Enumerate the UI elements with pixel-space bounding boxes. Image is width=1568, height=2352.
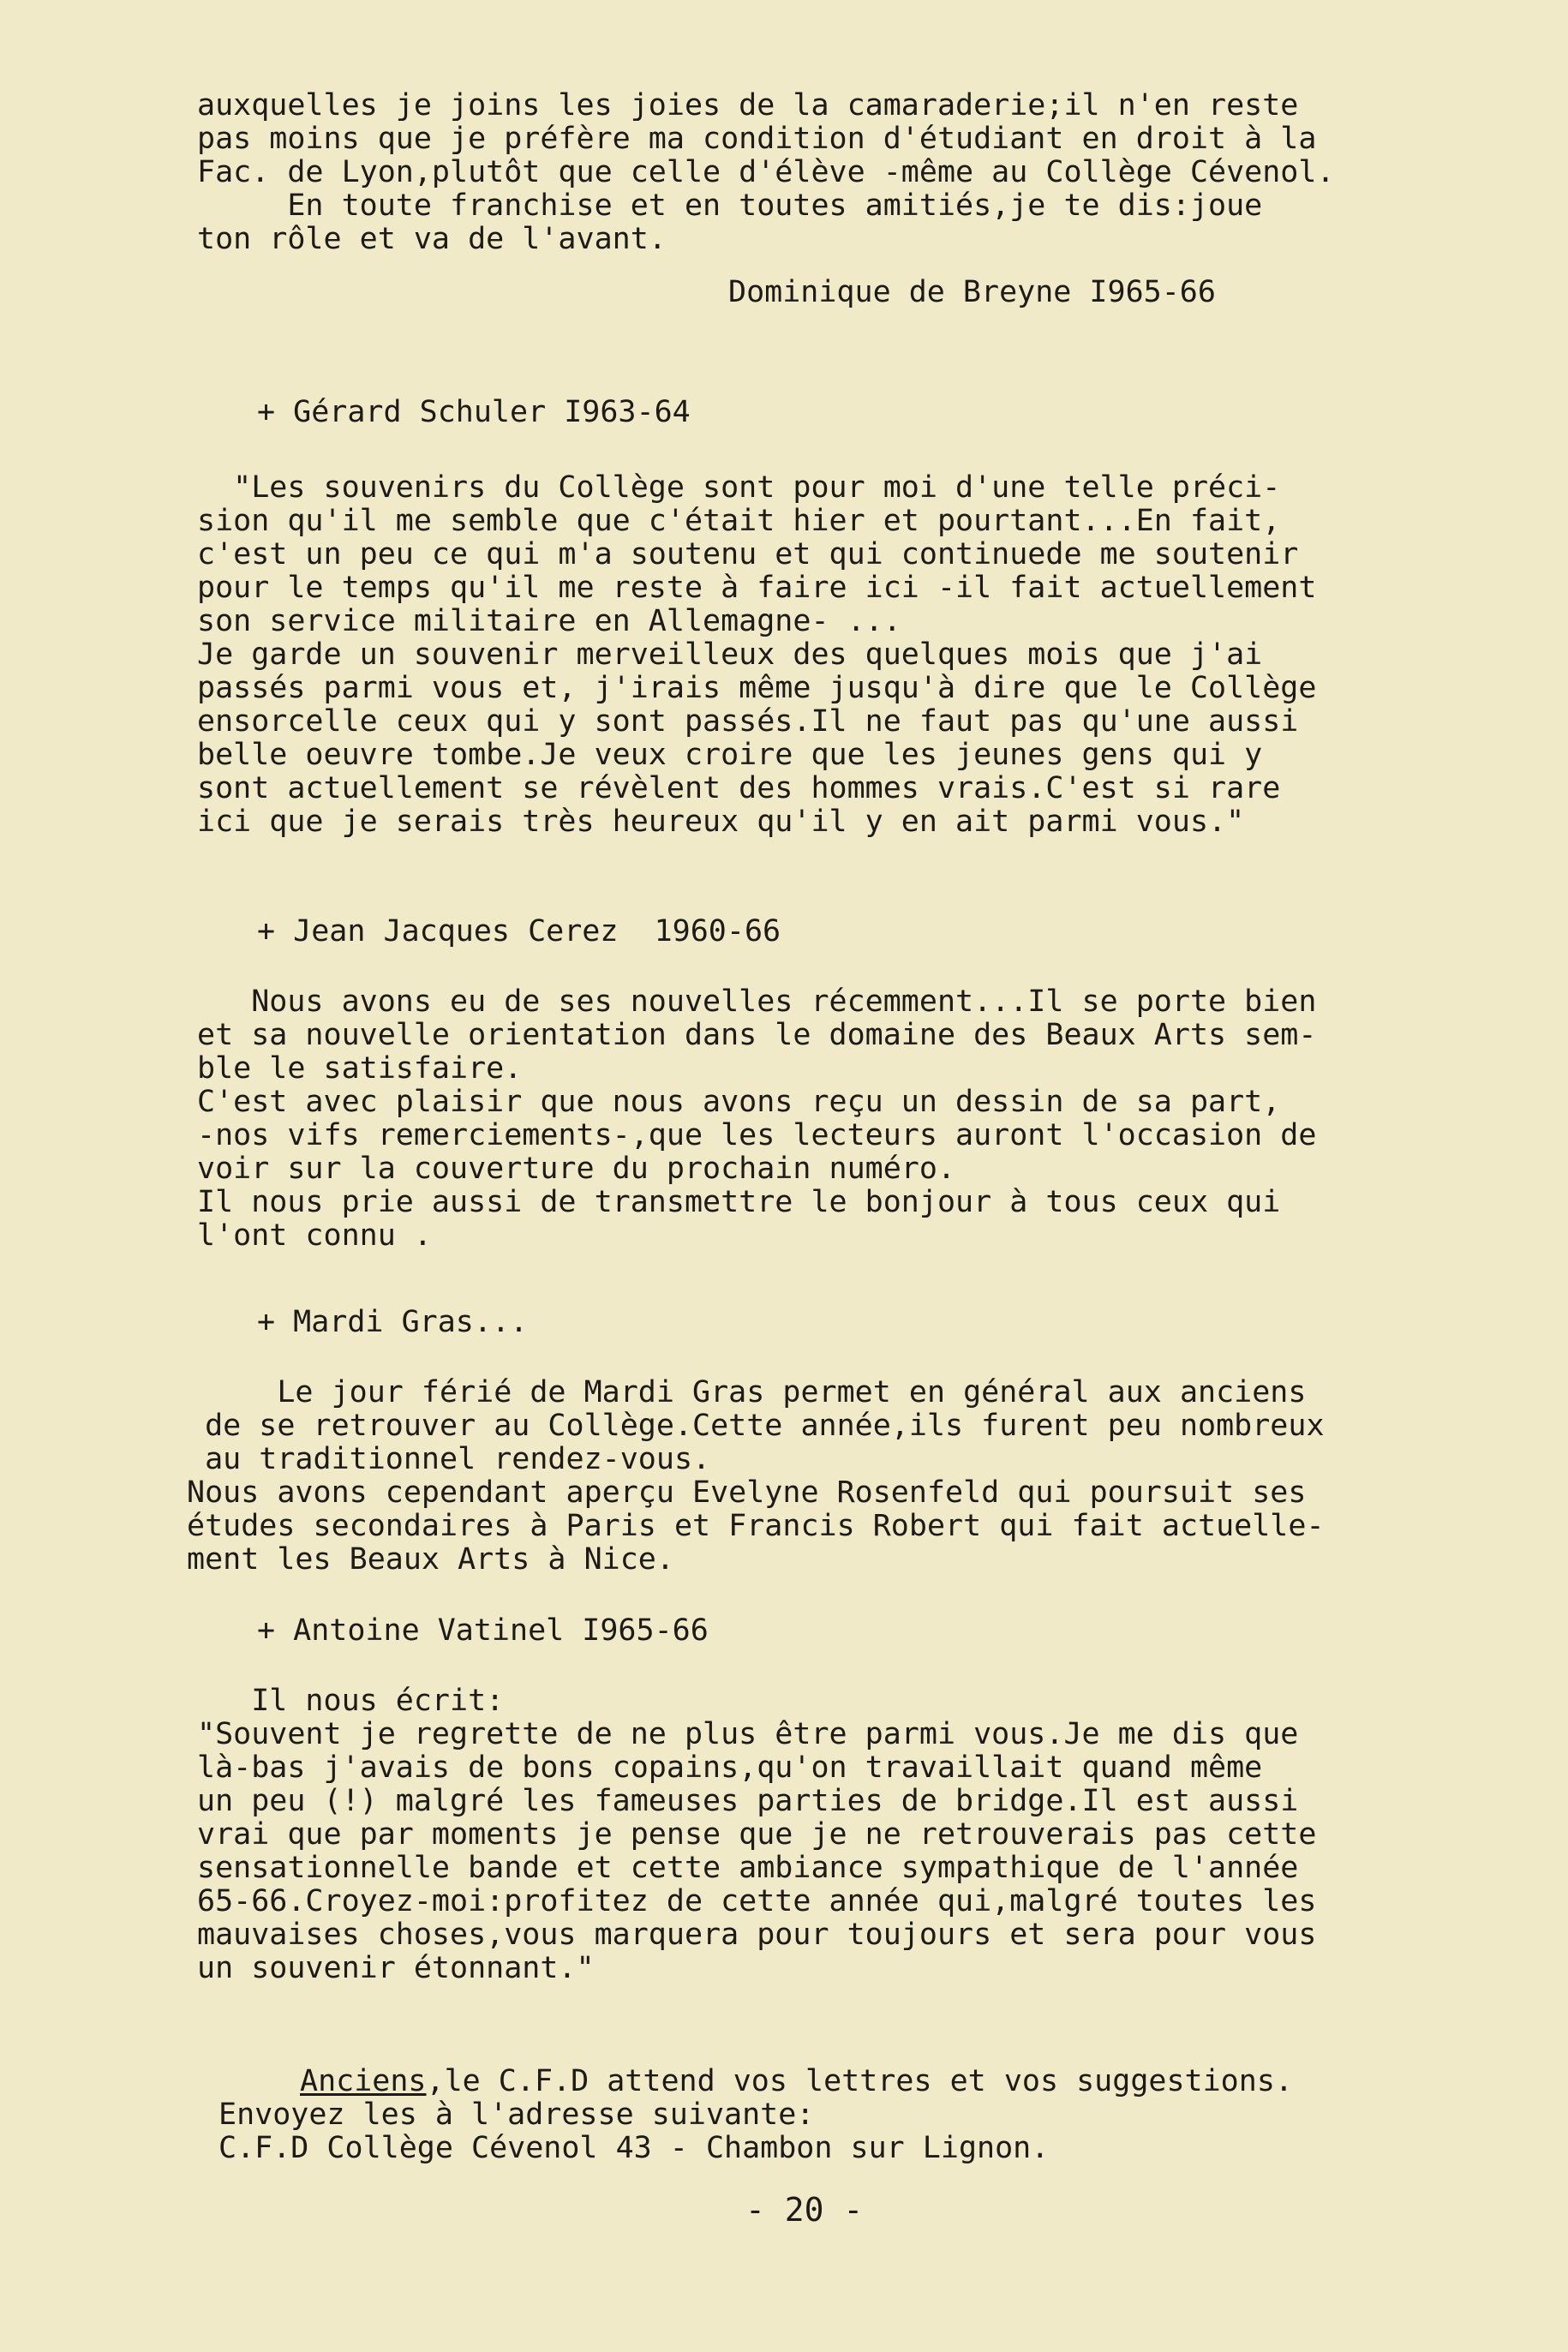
- section-heading-vatinel: + Antoine Vatinel I965-66: [257, 1613, 709, 1648]
- closing-first-line: [300, 2065, 1293, 2098]
- intro-signature: Dominique de Breyne I965-66: [728, 275, 1216, 309]
- closing-first-line-rest: ,le C.F.D attend vos lettres et vos suggestions.: [426, 2064, 1293, 2098]
- page-number: - 20 -: [745, 2191, 864, 2229]
- section-heading-mardi-gras: + Mardi Gras...: [257, 1305, 529, 1339]
- section-body-vatinel: Il nous écrit: "Souvent je regrette de ne plus être parmi vous.Je me dis que là-bas j'avais de bons copains,qu'on travaillait quand même un peu (!) malgré les fameuses parties de bridge.Il est aussi vrai que par moments je pense que je ne retrouverais pas cette sensationnelle bande et cette ambiance sympathique de l'année 65-66.Croyez-moi:profitez de cette année qui,malgré toutes les mauvaises choses,vous marquera pour toujours et sera pour vous un souvenir étonnant.": [197, 1684, 1317, 1985]
- intro-paragraph: auxquelles je joins les joies de la camaraderie;il n'en reste pas moins que je préfère ma condition d'étudiant en droit à la Fac. de Lyon,plutôt que celle d'élève -même au Collège Cévenol. En toute franchise et en toutes amitiés,je te dis:joue ton rôle et va de l'avant.: [197, 88, 1335, 256]
- section-body-schuler: "Les souvenirs du Collège sont pour moi d'une telle préci- sion qu'il me semble que c'était hier et pourtant...En fait, c'est un peu ce qui m'a soutenu et qui continuede me soutenir pour le temps qu'il me reste à faire ici -il fait actuellement son service militaire en Allemagne- ... Je garde un souvenir merveilleux des quelques mois que j'ai passés parmi vous et, j'irais même jusqu'à dire que le Collège ensorcelle ceux qui y sont passés.Il ne faut pas qu'une aussi belle oeuvre tombe.Je veux croire que les jeunes gens qui y sont actuellement se révèlent des hommes vrais.C'est si rare ici que je serais très heureux qu'il y en ait parmi vous.": [197, 470, 1317, 839]
- section-heading-schuler: + Gérard Schuler I963-64: [257, 395, 691, 429]
- closing-address: Envoyez les à l'adresse suivante: C.F.D Collège Cévenol 43 - Chambon sur Lignon.: [218, 2098, 1050, 2165]
- section-body-mardi-gras: Le jour férié de Mardi Gras permet en général aux anciens de se retrouver au Collège.Cette année,ils furent peu nombreux au traditionnel rendez-vous. Nous avons cependant aperçu Evelyne Rosenfeld qui poursuit ses études secondaires à Paris et Francis Robert qui fait actuelle- ment les Beaux Arts à Nice.: [187, 1375, 1325, 1577]
- section-heading-cerez: + Jean Jacques Cerez 1960-66: [257, 914, 781, 949]
- section-body-cerez: Nous avons eu de ses nouvelles récemment...Il se porte bien et sa nouvelle orientation dans le domaine des Beaux Arts sem- ble le satisfaire. C'est avec plaisir que nous avons reçu un dessin de sa part, -nos vifs remerciements-,que les lecteurs auront l'occasion de voir sur la couverture du prochain numéro. Il nous prie aussi de transmettre le bonjour à tous ceux qui l'ont connu .: [197, 984, 1317, 1253]
- closing-anciens-word: Anciens: [300, 2064, 427, 2098]
